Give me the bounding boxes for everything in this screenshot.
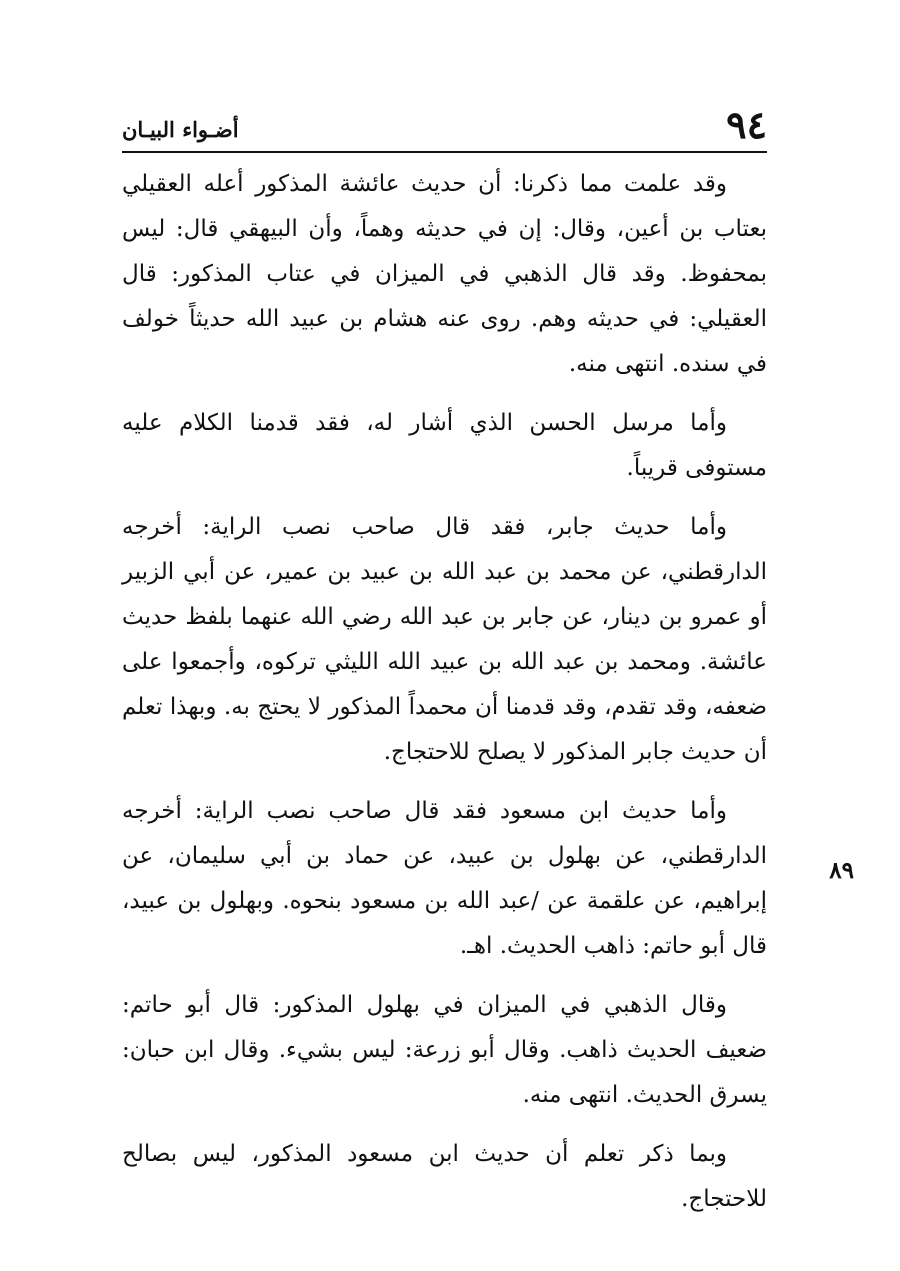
paragraph-hasan-mursal: وأما مرسل الحسن الذي أشار له، فقد قدمنا الكلام عليه مستوفى قريباً.	[122, 410, 767, 481]
paragraph-aisha-hadith: وقد علمت مما ذكرنا: أن حديث عائشة المذكور أعله العقيلي بعتاب بن أعين، وقال: إن في حديثه وهماً، وأن البيهقي قال: ليس بمحفوظ. وقد قال الذهبي في الميزان في عتاب المذكور: قال العقيلي: في حديثه وهم. روى عنه هشام بن عبيد الله حديثاً خولف في سنده. انتهى منه.	[122, 171, 767, 377]
page-header	[122, 102, 767, 152]
page-content	[122, 162, 767, 1236]
margin-page-marker: ٨٩	[829, 857, 854, 884]
paragraph-conclusion: وبما ذكر تعلم أن حديث ابن مسعود المذكور، ليس بصالح للاحتجاج.	[122, 1141, 767, 1212]
paragraph-jabir-hadith: وأما حديث جابر، فقد قال صاحب نصب الراية: أخرجه الدارقطني، عن محمد بن عبد الله بن عبيد بن عمير، عن أبي الزبير أو عمرو بن دينار، عن جابر بن عبد الله رضي الله عنهما بلفظ حديث عائشة. ومحمد بن عبد الله بن عبيد الله الليثي تركوه، وأجمعوا على ضعفه، وقد تقدم، وقد قدمنا أن محمداً المذكور لا يحتج به. وبهذا تعلم أن حديث جابر المذكور لا يصلح للاحتجاج.	[122, 514, 767, 765]
header-rule	[122, 151, 767, 153]
paragraph-ibn-masud-hadith: وأما حديث ابن مسعود فقد قال صاحب نصب الراية: أخرجه الدارقطني، عن بهلول بن عبيد، عن حماد بن أبي سليمان، عن إبراهيم، عن علقمة عن /عبد الله بن مسعود بنحوه. وبهلول بن عبيد، قال أبو حاتم: ذاهب الحديث. اهـ.	[122, 798, 767, 959]
paragraph-dhahabi-bahlul: وقال الذهبي في الميزان في بهلول المذكور: قال أبو حاتم: ضعيف الحديث ذاهب. وقال أبو زرعة: ليس بشيء. وقال ابن حبان: يسرق الحديث. انتهى منه.	[122, 992, 767, 1108]
running-title: أضـواء البيـان	[122, 117, 239, 142]
page-number: ٩٤	[726, 102, 767, 147]
